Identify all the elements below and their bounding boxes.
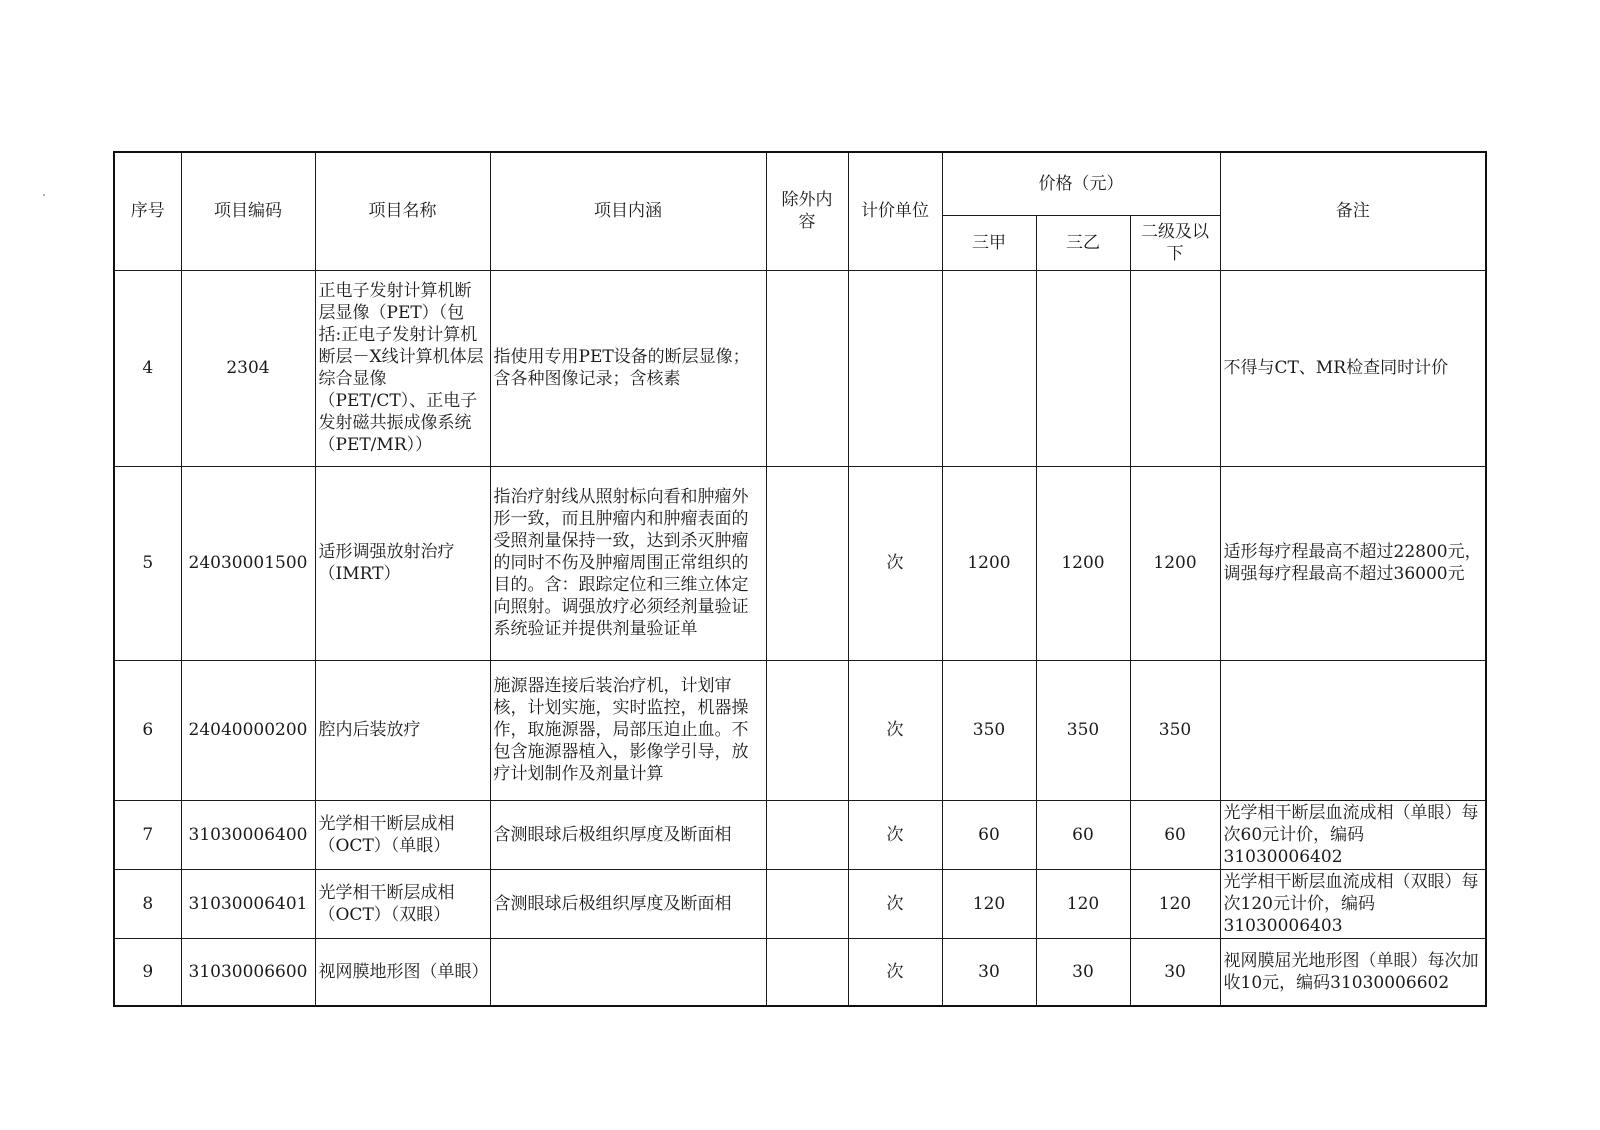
cell-content [490,938,766,1006]
header-content: 项目内涵 [490,152,766,270]
cell-price-a: 350 [942,660,1036,800]
cell-price-b: 60 [1036,800,1130,869]
cell-exclusions [766,466,848,660]
cell-exclusions [766,800,848,869]
cell-unit: 次 [848,660,942,800]
cell-remarks: 光学相干断层血流成相（单眼）每次60元计价，编码31030006402 [1220,800,1486,869]
cell-exclusions [766,270,848,466]
cell-price-c: 120 [1130,869,1220,938]
table-row [114,660,1486,800]
cell-remarks [1220,660,1486,800]
header-unit: 计价单位 [848,152,942,270]
cell-exclusions [766,660,848,800]
cell-price-b: 350 [1036,660,1130,800]
cell-name: 正电子发射计算机断层显像（PET）（包括:正电子发射计算机断层－X线计算机体层综合显像（PET/CT）、正电子发射磁共振成像系统（PET/MR）） [315,270,490,466]
cell-unit: 次 [848,869,942,938]
header-seq: 序号 [114,152,181,270]
table-row [114,466,1486,660]
header-remarks: 备注 [1220,152,1486,270]
cell-name: 光学相干断层成相（OCT）（单眼） [315,800,490,869]
cell-content: 含测眼球后极组织厚度及断面相 [490,869,766,938]
cell-seq: 5 [114,466,181,660]
cell-exclusions [766,938,848,1006]
cell-price-c: 30 [1130,938,1220,1006]
cell-price-a: 1200 [942,466,1036,660]
cell-exclusions [766,869,848,938]
cell-remarks: 视网膜屈光地形图（单眼）每次加收10元，编码31030006602 [1220,938,1486,1006]
cell-content: 含测眼球后极组织厚度及断面相 [490,800,766,869]
cell-remarks: 光学相干断层血流成相（双眼）每次120元计价，编码31030006403 [1220,869,1486,938]
cell-content: 施源器连接后装治疗机，计划审核，计划实施，实时监控，机器操作，取施源器，局部压迫止血。不包含施源器植入，影像学引导，放疗计划制作及剂量计算 [490,660,766,800]
cell-code: 2304 [181,270,315,466]
cell-price-c: 1200 [1130,466,1220,660]
table-row [114,938,1486,1006]
cell-price-a [942,270,1036,466]
cell-price-b: 120 [1036,869,1130,938]
cell-price-c: 350 [1130,660,1220,800]
cell-price-c: 60 [1130,800,1220,869]
cell-unit: 次 [848,466,942,660]
cell-unit: 次 [848,938,942,1006]
cell-unit: 次 [848,800,942,869]
cell-price-c [1130,270,1220,466]
header-name: 项目名称 [315,152,490,270]
cell-seq: 9 [114,938,181,1006]
header-price-a: 三甲 [942,215,1036,270]
header-price-b: 三乙 [1036,215,1130,270]
cell-code: 31030006400 [181,800,315,869]
header-row-1 [114,152,1486,215]
header-code: 项目编码 [181,152,315,270]
cell-code: 31030006600 [181,938,315,1006]
cell-price-a: 30 [942,938,1036,1006]
table-row [114,869,1486,938]
cell-remarks: 不得与CT、MR检查同时计价 [1220,270,1486,466]
price-table [113,151,1487,1007]
cell-price-b: 1200 [1036,466,1130,660]
cell-seq: 8 [114,869,181,938]
scan-speck [43,194,45,196]
cell-name: 光学相干断层成相（OCT）（双眼） [315,869,490,938]
cell-seq: 6 [114,660,181,800]
cell-code: 24040000200 [181,660,315,800]
cell-content: 指治疗射线从照射标向看和肿瘤外形一致，而且肿瘤内和肿瘤表面的受照剂量保持一致，达到杀灭肿瘤的同时不伤及肿瘤周围正常组织的目的。含：跟踪定位和三维立体定向照射。调强放疗必须经剂量验证系统验证并提供剂量验证单 [490,466,766,660]
cell-unit [848,270,942,466]
cell-content: 指使用专用PET设备的断层显像；含各种图像记录；含核素 [490,270,766,466]
cell-seq: 4 [114,270,181,466]
header-exclusions: 除外内容 [766,152,848,270]
cell-price-a: 120 [942,869,1036,938]
cell-name: 腔内后装放疗 [315,660,490,800]
table-row [114,270,1486,466]
table-row [114,800,1486,869]
cell-seq: 7 [114,800,181,869]
cell-price-b: 30 [1036,938,1130,1006]
cell-code: 31030006401 [181,869,315,938]
cell-name: 适形调强放射治疗（IMRT） [315,466,490,660]
cell-price-b [1036,270,1130,466]
header-price-group: 价格（元） [942,152,1220,215]
cell-name: 视网膜地形图（单眼） [315,938,490,1006]
cell-code: 24030001500 [181,466,315,660]
cell-remarks: 适形每疗程最高不超过22800元，调强每疗程最高不超过36000元 [1220,466,1486,660]
header-price-c: 二级及以下 [1130,215,1220,270]
cell-price-a: 60 [942,800,1036,869]
